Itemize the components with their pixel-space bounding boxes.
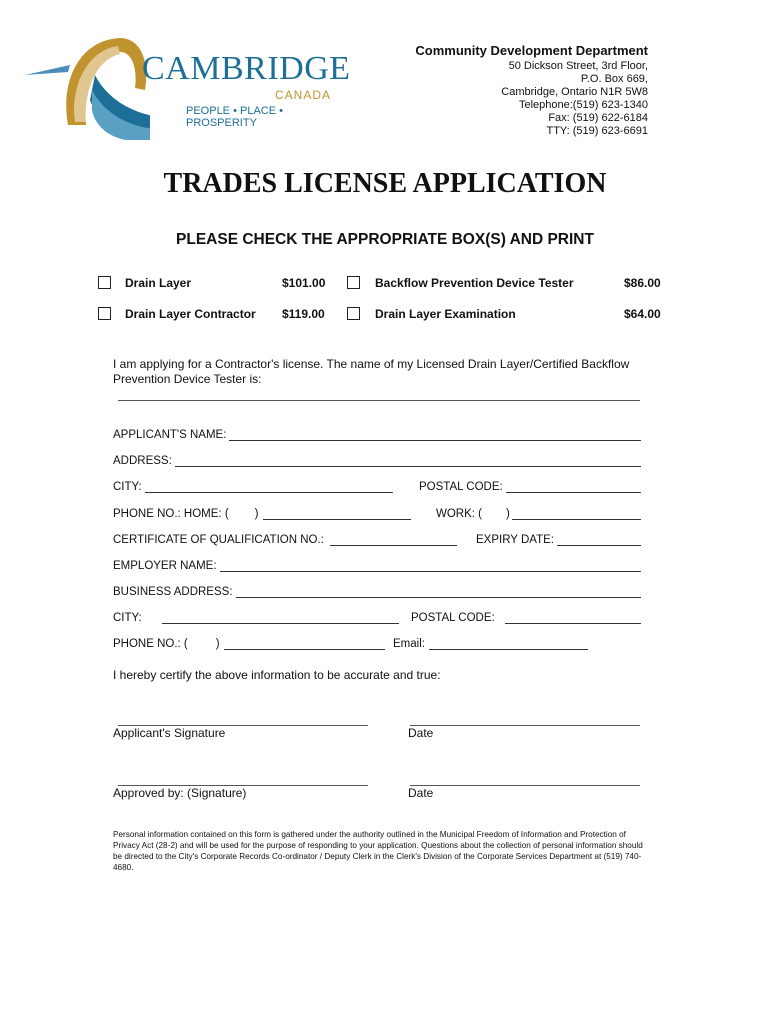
postal-code-label: POSTAL CODE: (419, 481, 503, 493)
phone-home-field[interactable] (263, 509, 412, 520)
phone-home-label: PHONE NO.: HOME: ( (113, 508, 229, 520)
phone-work-field[interactable] (512, 509, 641, 520)
email-label: Email: (393, 638, 425, 650)
paren: ) (506, 508, 510, 520)
postal-code-field[interactable] (506, 482, 641, 493)
page-title: TRADES LICENSE APPLICATION (163, 168, 607, 199)
cambridge-logo (20, 30, 351, 140)
instructions: PLEASE CHECK THE APPROPRIATE BOX(S) AND PRINT (176, 231, 594, 248)
option-fee: $119.00 (282, 307, 325, 321)
approval-date-label: Date (408, 786, 434, 800)
date-label: Date (408, 726, 434, 740)
licensed-tester-name-field[interactable] (118, 399, 640, 401)
contractor-statement: I am applying for a Contractor's license. The name of my Licensed Drain Layer/Certified Backflow Prevention Device Tester is: (113, 357, 630, 386)
logo-country: CANADA (275, 88, 332, 102)
employer-field[interactable] (220, 561, 641, 572)
applicant-name-label: APPLICANT'S NAME: (113, 429, 227, 441)
tty: TTY: (519) 623-6691 (546, 125, 648, 137)
privacy-notice: Personal information contained on this form is gathered under the authority outlined in the Municipal Freedom of Information and Protection of Privacy Act (28-2) and will be used for the purpose of responding to your application. Questions about the collection of personal information should be directed to the City's Corporate Records Co-ordinator / Deputy Clerk in the Clerk's Division of the Corporate Services Department at (519) 740-4680. (113, 830, 643, 872)
fax: Fax: (519) 622-6184 (548, 112, 648, 124)
phone-label: PHONE NO.: ( (113, 638, 188, 650)
address-line: P.O. Box 669, (580, 73, 648, 85)
employer-label: EMPLOYER NAME: (113, 560, 217, 572)
paren: ) (254, 508, 259, 520)
checkbox-backflow-tester[interactable] (347, 276, 360, 289)
option-fee: $86.00 (624, 276, 661, 290)
option-fee: $101.00 (282, 276, 326, 290)
business-phone-field[interactable] (224, 639, 385, 650)
business-postal-field[interactable] (505, 613, 641, 624)
applicant-signature-label: Applicant's Signature (113, 726, 226, 740)
business-address-field[interactable] (236, 587, 641, 598)
certification-statement: I hereby certify the above information to be accurate and true: (113, 668, 441, 682)
work-label: WORK: ( (436, 508, 482, 520)
checkbox-drain-layer[interactable] (98, 276, 111, 289)
address-line: Cambridge, Ontario N1R 5W8 (501, 86, 648, 98)
city-label: CITY: (113, 481, 142, 493)
certificate-label: CERTIFICATE OF QUALIFICATION NO.: (113, 534, 324, 546)
logo-tagline: PEOPLE • PLACE • PROSPERITY (186, 105, 283, 129)
city-field[interactable] (145, 482, 393, 493)
checkbox-drain-layer-contractor[interactable] (98, 307, 111, 320)
option-fee: $64.00 (624, 307, 661, 321)
business-address-label: BUSINESS ADDRESS: (113, 586, 233, 598)
address-label: ADDRESS: (113, 455, 172, 467)
approved-signature-label: Approved by: (Signature) (113, 786, 247, 800)
expiry-field[interactable] (557, 535, 641, 546)
address-line: 50 Dickson Street, 3rd Floor, (508, 60, 648, 72)
logo-wave-icon (20, 30, 150, 140)
department-name: Community Development Department (415, 43, 648, 58)
approval-date-field[interactable] (410, 784, 640, 786)
checkbox-drain-layer-exam[interactable] (347, 307, 360, 320)
paren: ) (215, 638, 220, 650)
telephone: Telephone:(519) 623-1340 (518, 99, 648, 111)
address-field[interactable] (175, 456, 641, 467)
business-city-field[interactable] (162, 613, 399, 624)
expiry-label: EXPIRY DATE: (476, 534, 554, 546)
city-label: CITY: (113, 612, 142, 624)
certificate-field[interactable] (330, 535, 457, 546)
option-label: Drain Layer Examination (375, 307, 516, 321)
option-label: Drain Layer Contractor (125, 307, 256, 321)
logo-name: CAMBRIDGE (142, 50, 351, 87)
option-label: Drain Layer (125, 276, 192, 290)
date-field[interactable] (410, 724, 640, 726)
email-field[interactable] (429, 639, 588, 650)
postal-code-label: POSTAL CODE: (411, 612, 495, 624)
option-label: Backflow Prevention Device Tester (375, 276, 574, 290)
applicant-name-field[interactable] (229, 430, 641, 441)
